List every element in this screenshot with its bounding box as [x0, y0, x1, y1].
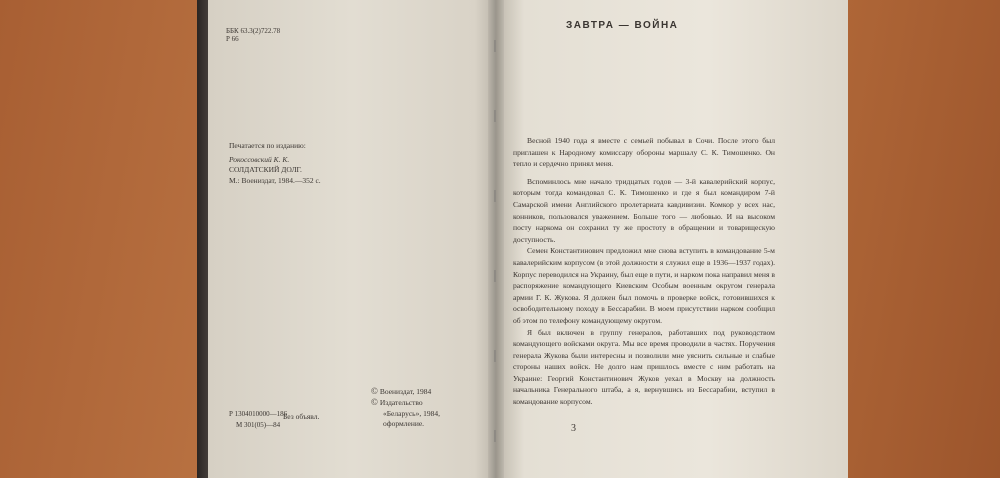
copyright-icon: © [371, 386, 378, 396]
copyright-line-3: «Беларусь», 1984, [383, 409, 440, 418]
order-code-1: Р 1304010000—186 [229, 410, 288, 418]
no-advertisement: Без объявл. [283, 412, 320, 421]
paragraph: Я был включен в группу генералов, работавших под руководством командующего войсками округа. Мы все время проводили в частях. Поручения генерала Жукова были интересны и позволили мне уяснить сильные и слабые стороны наших войск. Не долго нам пришлось вместе с ним работать на Украине: Георгий Константинович Жуков уехал в Москву на должность начальника Генерального штаба, а я, вернувшись из Бессарабии, вступил в командование корпусом. [513, 327, 775, 407]
book-gutter [488, 0, 504, 478]
paragraph: Вспоминлось мне начало тридцатых годов — 3-й кавалерийский корпус, которым тогда командовал С. К. Тимошенко и где я был командиром 7-й Самарской имени Английского пролетариата кавдивизии. Комкор у всех нас, конников, пользовался уважением. Больше того — любовью. И на высоком посту наркома он сохранил ту же простоту в обращении и товарищескую доступность. [513, 176, 775, 244]
page-number: 3 [571, 423, 576, 434]
binding-stitch [494, 40, 496, 52]
binding-stitch [494, 350, 496, 362]
copyright-icon: © [371, 397, 378, 407]
publisher-line: М.: Воениздат, 1984.—352 с. [229, 176, 321, 185]
binding-stitch [494, 430, 496, 442]
bbk-index: ББК 63.3(2)722.78 [226, 27, 281, 35]
paragraph: Семен Константинович предложил мне снова вступить в командование 5-м кавалерийским корпусом (в этой должности я служил еще в 1936—1937 годах). Корпус переводился на Украину, был еще в пути, и нарком пока направил меня в распоряжение командующего Киевским Особым военным округом генерала армии Г. К. Жукова. Я должен был помочь в проверке войск, готовившихся к освободительному походу в Бессарабии. В моем присутствии нарком сообщил об этом по телефону командующему округом. [513, 246, 775, 325]
left-page [208, 0, 498, 478]
order-code-2: М 301(05)—84 [236, 421, 281, 429]
bbk-code: Р 66 [226, 35, 239, 43]
copyright-line-2: © Издательство [371, 397, 423, 407]
chapter-heading: ЗАВТРА — ВОЙНА [566, 20, 679, 31]
paragraph: Весной 1940 года я вместе с семьей побывал в Сочи. После этого был приглашен к Народному комиссару обороны маршалу С. К. Тимошенко. Он тепло и сердечно принял меня. [513, 136, 775, 169]
reprint-note: Печатается по изданию: [229, 141, 306, 150]
copyright-line-4: оформление. [383, 419, 425, 428]
book-author: Рокоссовский К. К. [229, 155, 290, 164]
book-title: СОЛДАТСКИЙ ДОЛГ. [229, 165, 302, 174]
chapter-body [513, 135, 775, 408]
binding-stitch [494, 190, 496, 202]
binding-stitch [494, 270, 496, 282]
binding-stitch [494, 110, 496, 122]
copyright-line-1: © Воениздат, 1984 [371, 386, 432, 396]
